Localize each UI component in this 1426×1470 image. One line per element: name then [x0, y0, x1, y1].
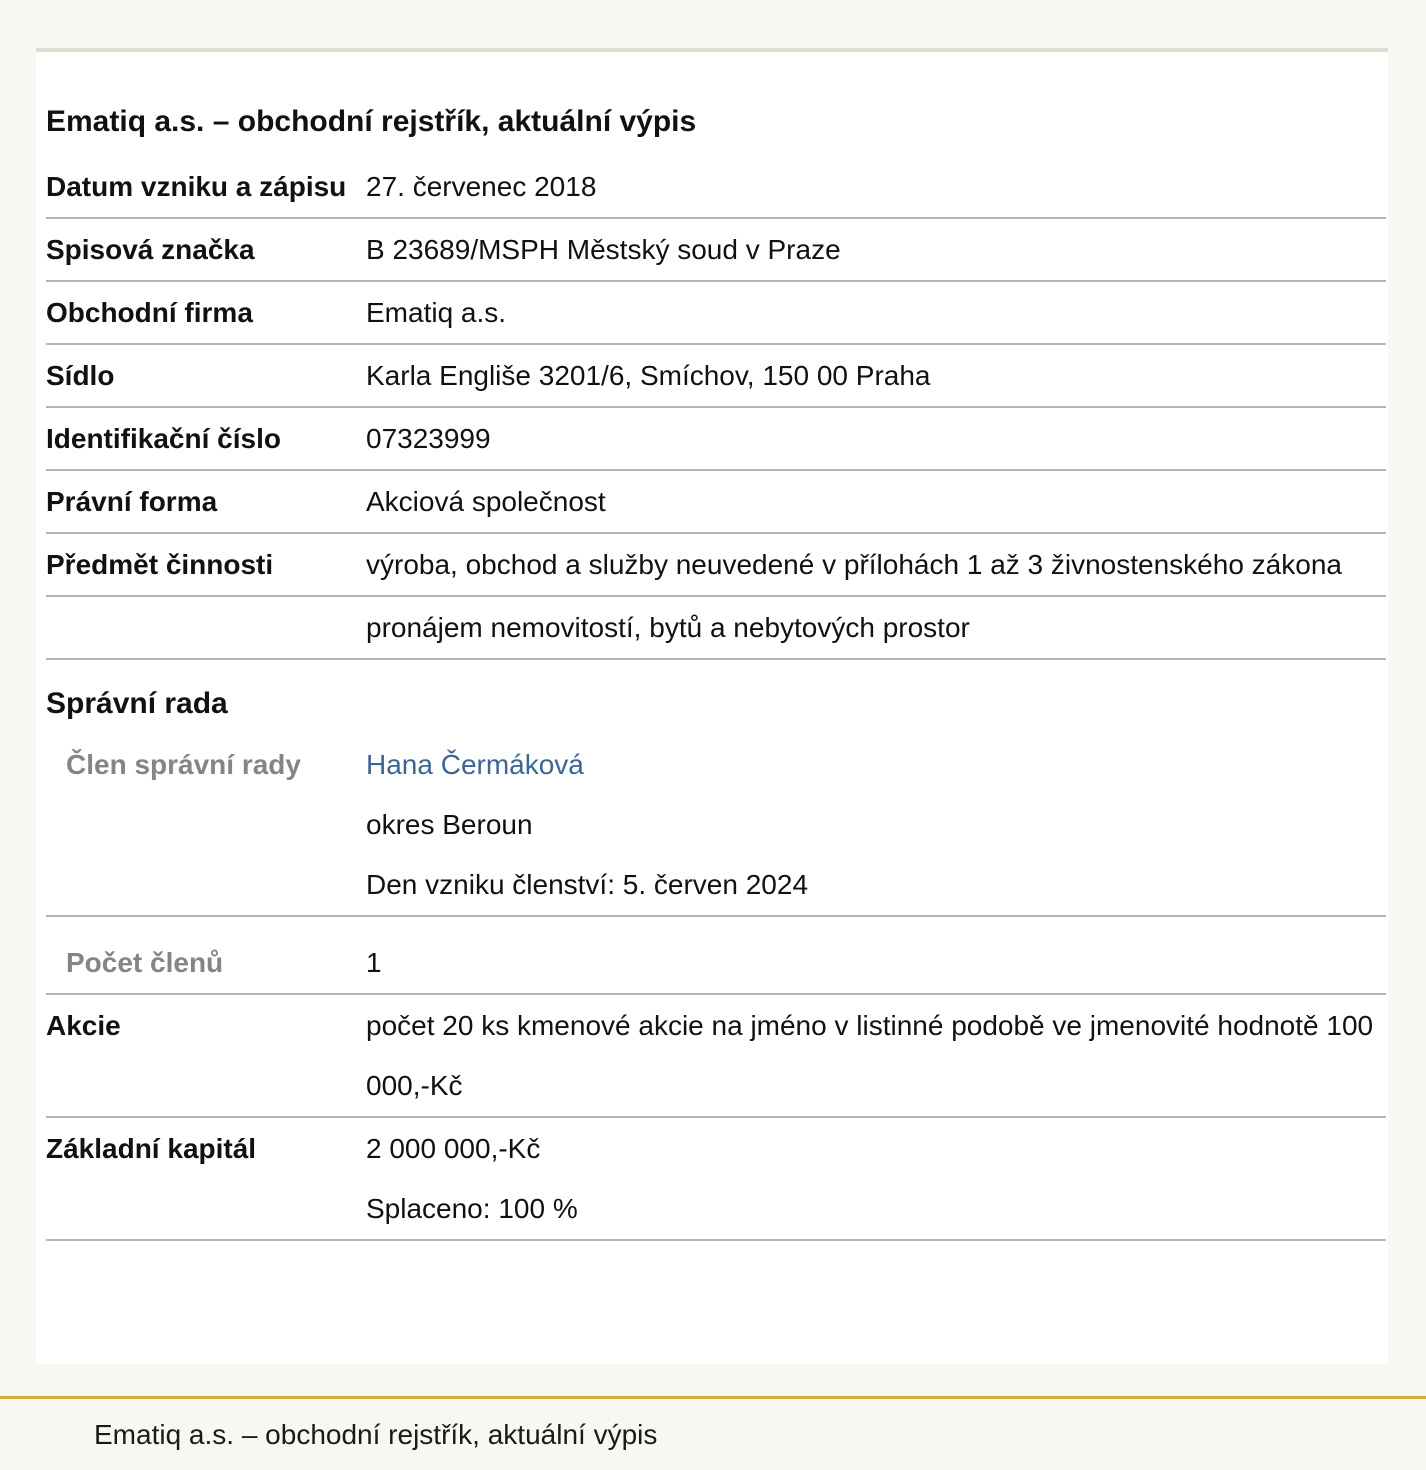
label-datum: Datum vzniku a zápisu	[46, 156, 366, 218]
row-board-count	[46, 916, 1386, 994]
row-spis	[46, 218, 1386, 281]
row-sidlo	[46, 344, 1386, 407]
capital-amount: 2 000 000,-Kč	[366, 1133, 541, 1164]
value-firma: Ematiq a.s.	[366, 281, 1386, 344]
member-district: okres Beroun	[366, 809, 533, 840]
board-heading: Správní rada	[46, 687, 228, 720]
value-predmet-1: výroba, obchod a služby neuvedené v přílohách 1 až 3 živnostenského zákona	[366, 533, 1386, 596]
board-heading-row	[46, 659, 1386, 734]
value-ico: 07323999	[366, 407, 1386, 470]
row-capital	[46, 1117, 1386, 1240]
value-forma: Akciová společnost	[366, 470, 1386, 533]
row-board-member	[46, 734, 1386, 916]
member-name-link[interactable]: Hana Čermáková	[366, 749, 584, 780]
label-capital: Základní kapitál	[46, 1117, 366, 1240]
value-predmet-2: pronájem nemovitostí, bytů a nebytových prostor	[366, 596, 1386, 659]
label-sidlo: Sídlo	[46, 344, 366, 407]
label-shares: Akcie	[46, 994, 366, 1117]
row-predmet	[46, 533, 1386, 596]
label-predmet: Předmět činnosti	[46, 533, 366, 596]
registry-table	[46, 156, 1386, 1241]
page-title: Ematiq a.s. – obchodní rejstřík, aktuální výpis	[46, 105, 697, 138]
label-forma: Právní forma	[46, 470, 366, 533]
page-footer	[0, 1396, 1426, 1470]
row-shares	[46, 994, 1386, 1117]
row-ico	[46, 407, 1386, 470]
row-predmet-2	[46, 596, 1386, 659]
value-board-count: 1	[366, 916, 1386, 994]
label-firma: Obchodní firma	[46, 281, 366, 344]
label-board-count: Počet členů	[46, 916, 366, 994]
label-board-member: Člen správní rady	[46, 734, 366, 916]
registry-panel	[36, 48, 1388, 1364]
footer-text: Ematiq a.s. – obchodní rejstřík, aktuální výpis	[94, 1419, 658, 1450]
value-spis: B 23689/MSPH Městský soud v Praze	[366, 218, 1386, 281]
member-since: Den vzniku členství: 5. červen 2024	[366, 869, 809, 900]
row-datum	[46, 156, 1386, 218]
label-ico: Identifikační číslo	[46, 407, 366, 470]
label-empty	[46, 596, 366, 659]
value-board-member	[366, 734, 1386, 916]
capital-paid: Splaceno: 100 %	[366, 1193, 578, 1224]
value-shares: počet 20 ks kmenové akcie na jméno v listinné podobě ve jmenovité hodnotě 100 000,-Kč	[366, 994, 1386, 1117]
row-forma	[46, 470, 1386, 533]
value-sidlo: Karla Engliše 3201/6, Smíchov, 150 00 Praha	[366, 344, 1386, 407]
row-firma	[46, 281, 1386, 344]
label-spis: Spisová značka	[46, 218, 366, 281]
value-capital	[366, 1117, 1386, 1240]
value-datum: 27. červenec 2018	[366, 156, 1386, 218]
